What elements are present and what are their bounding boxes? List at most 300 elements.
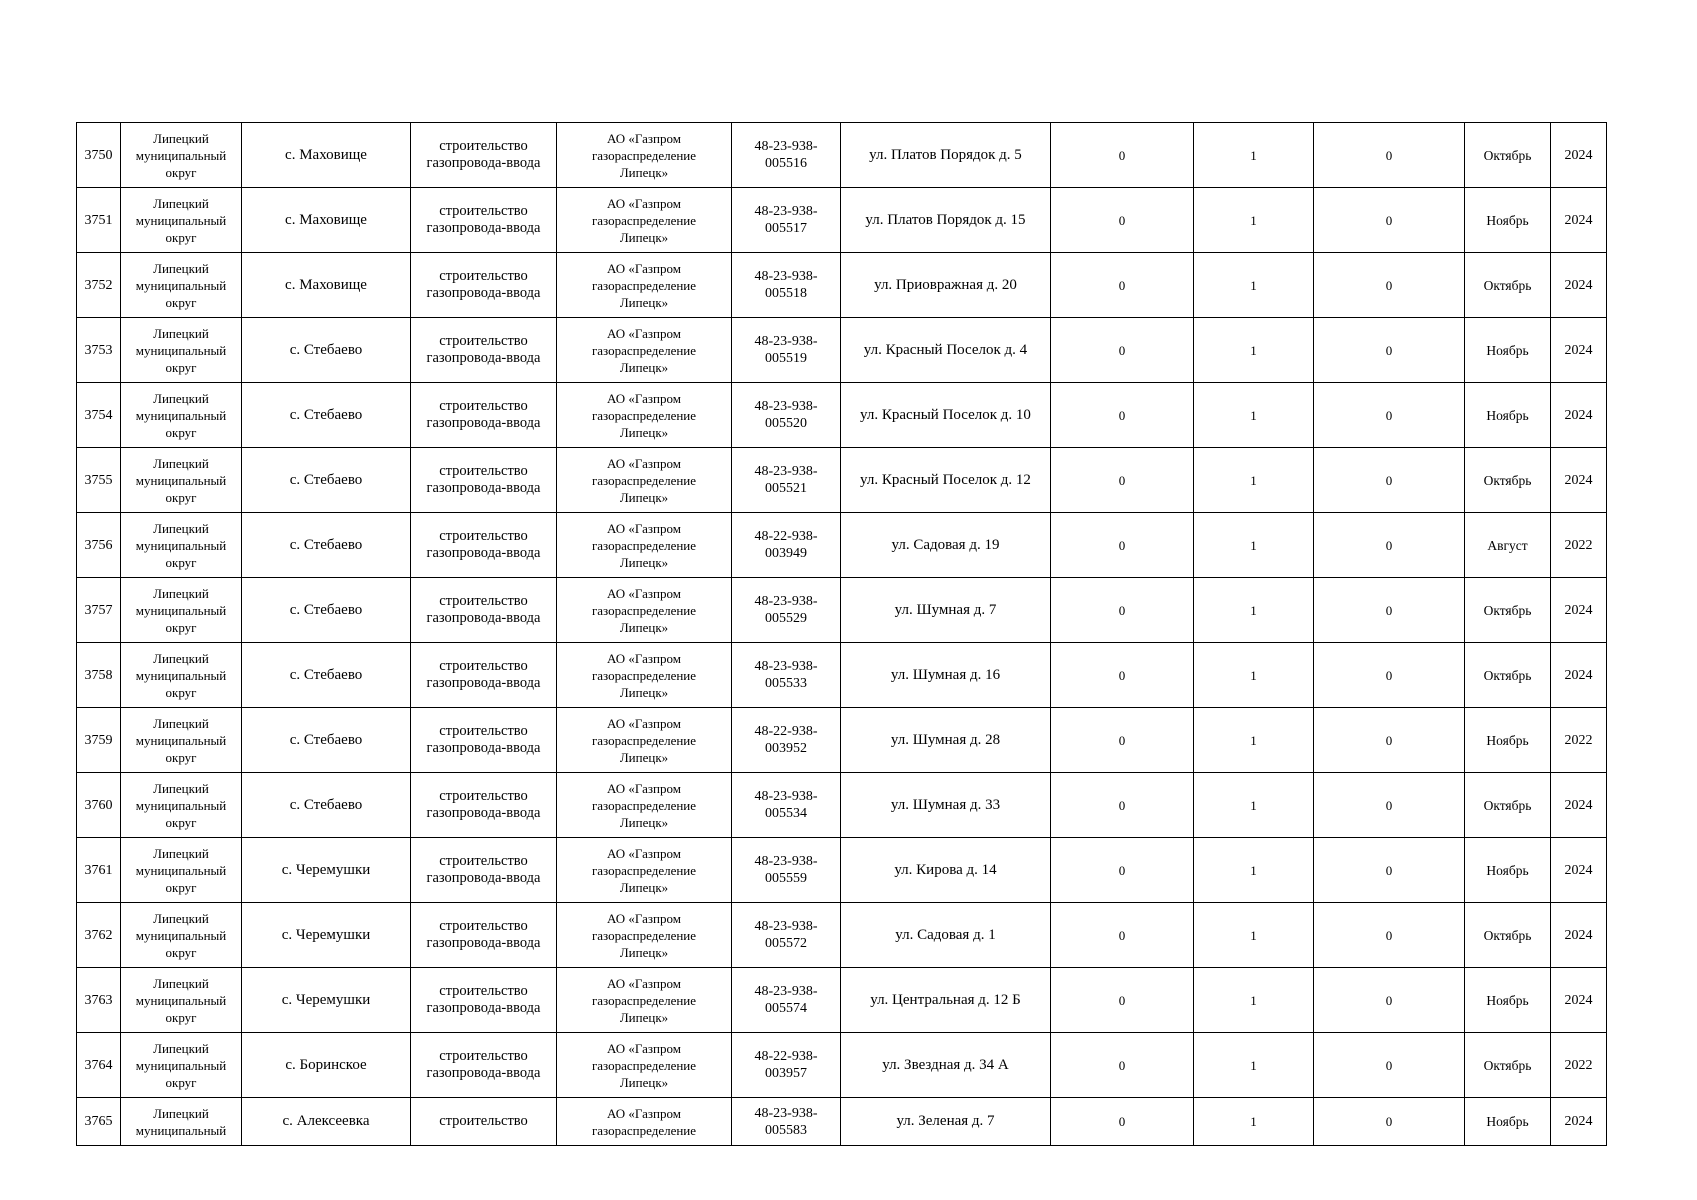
work-type-line-1: строительство <box>439 593 528 609</box>
count-2-cell <box>1194 383 1314 448</box>
month: Ноябрь <box>1486 862 1529 878</box>
application-code-line-2: 005529 <box>765 611 807 626</box>
count-1-cell <box>1051 773 1194 838</box>
municipality-line-3: округ <box>165 294 197 310</box>
row-number: 3763 <box>84 992 113 1008</box>
municipality-line-2: муниципальный <box>135 147 227 163</box>
organization-line-1: АО «Газпром <box>607 845 681 861</box>
village-name: с. Маховище <box>285 211 367 228</box>
organization-line-2: газораспределение <box>591 407 697 423</box>
municipality-line-1: Липецкий <box>153 1040 209 1056</box>
year-cell <box>1551 773 1607 838</box>
municipality-line-1: Липецкий <box>153 910 209 926</box>
year-cell <box>1551 578 1607 643</box>
year-cell <box>1551 253 1607 318</box>
year-cell <box>1551 968 1607 1033</box>
work-type-line-2: газопровода-ввода <box>426 675 541 691</box>
count-2: 1 <box>1250 212 1257 228</box>
month: Октябрь <box>1483 602 1532 618</box>
village-cell <box>242 123 411 188</box>
work-type-line-2: газопровода-ввода <box>426 870 541 886</box>
month-cell <box>1465 643 1551 708</box>
work-type-line-1: строительство <box>439 853 528 869</box>
year: 2024 <box>1564 667 1593 683</box>
organization-cell <box>557 1098 732 1146</box>
row-number: 3758 <box>84 667 113 683</box>
organization-line-1: АО «Газпром <box>607 910 681 926</box>
year-cell <box>1551 448 1607 513</box>
municipality-cell <box>121 318 242 383</box>
row-number-cell <box>77 578 121 643</box>
count-1: 0 <box>1118 212 1126 228</box>
municipality-line-2: муниципальный <box>135 1057 227 1073</box>
application-code-cell <box>732 968 841 1033</box>
count-2: 1 <box>1250 472 1257 488</box>
row-number: 3760 <box>84 797 113 813</box>
organization-line-1: АО «Газпром <box>607 520 681 536</box>
municipality-line-1: Липецкий <box>153 260 209 276</box>
municipality-line-3: округ <box>165 684 197 700</box>
organization-line-3: Липецк» <box>619 749 669 765</box>
row-number-cell <box>77 1033 121 1098</box>
year-cell <box>1551 318 1607 383</box>
count-3-cell <box>1314 383 1465 448</box>
work-type-line-2: газопровода-ввода <box>426 545 541 561</box>
work-type-line-2: газопровода-ввода <box>426 1000 541 1016</box>
organization-cell <box>557 643 732 708</box>
count-3: 0 <box>1385 1057 1393 1073</box>
work-type-line-1: строительство <box>439 723 528 739</box>
count-3-cell <box>1314 643 1465 708</box>
municipality-line-2: муниципальный <box>135 667 227 683</box>
work-type-cell <box>411 253 557 318</box>
village-name: с. Черемушки <box>281 926 371 943</box>
year-cell <box>1551 383 1607 448</box>
organization-line-3: Липецк» <box>619 424 669 440</box>
organization-line-1: АО «Газпром <box>607 195 681 211</box>
year: 2024 <box>1564 602 1593 618</box>
month-cell <box>1465 383 1551 448</box>
application-code-cell <box>732 448 841 513</box>
application-code-cell <box>732 513 841 578</box>
work-type-line-1: строительство <box>439 268 528 284</box>
address-cell <box>841 318 1051 383</box>
village-cell <box>242 773 411 838</box>
organization-cell <box>557 513 732 578</box>
work-type-cell <box>411 318 557 383</box>
municipality-line-1: Липецкий <box>153 650 209 666</box>
month: Ноябрь <box>1486 342 1529 358</box>
organization-line-2: газораспределение <box>591 862 697 878</box>
organization-line-2: газораспределение <box>591 147 697 163</box>
count-1: 0 <box>1118 732 1126 748</box>
application-code-cell <box>732 253 841 318</box>
municipality-cell <box>121 513 242 578</box>
municipality-line-3: округ <box>165 554 197 570</box>
count-1: 0 <box>1118 472 1126 488</box>
village-cell <box>242 513 411 578</box>
row-number: 3759 <box>84 732 113 748</box>
count-1: 0 <box>1118 277 1126 293</box>
count-3: 0 <box>1385 732 1393 748</box>
application-code-line-1: 48-23-938- <box>754 984 818 999</box>
count-2-cell <box>1194 708 1314 773</box>
count-1: 0 <box>1118 992 1126 1008</box>
organization-line-2: газораспределение <box>591 1122 697 1138</box>
work-type-line-2: газопровода-ввода <box>426 1065 541 1081</box>
organization-line-2: газораспределение <box>591 277 697 293</box>
address: ул. Шумная д. 16 <box>890 666 1001 683</box>
application-code-cell <box>732 838 841 903</box>
count-3-cell <box>1314 318 1465 383</box>
municipality-cell <box>121 383 242 448</box>
work-type-cell <box>411 448 557 513</box>
organization-line-3: Липецк» <box>619 814 669 830</box>
organization-cell <box>557 903 732 968</box>
municipality-line-1: Липецкий <box>153 780 209 796</box>
count-3: 0 <box>1385 277 1393 293</box>
work-type-line-2: газопровода-ввода <box>426 415 541 431</box>
village-name: с. Стебаево <box>289 536 363 553</box>
row-number-cell <box>77 123 121 188</box>
municipality-line-3: округ <box>165 229 197 245</box>
organization-cell <box>557 448 732 513</box>
row-number-cell <box>77 773 121 838</box>
organization-line-2: газораспределение <box>591 472 697 488</box>
table-row <box>77 448 1607 513</box>
count-3: 0 <box>1385 667 1393 683</box>
count-2: 1 <box>1250 992 1257 1008</box>
work-type-line-2: газопровода-ввода <box>426 805 541 821</box>
municipality-line-2: муниципальный <box>135 862 227 878</box>
count-3-cell <box>1314 188 1465 253</box>
month-cell <box>1465 1033 1551 1098</box>
address: ул. Центральная д. 12 Б <box>870 991 1021 1008</box>
count-1-cell <box>1051 1098 1194 1146</box>
work-type-cell <box>411 513 557 578</box>
municipality-cell <box>121 968 242 1033</box>
count-2: 1 <box>1250 537 1257 553</box>
month: Октябрь <box>1483 147 1532 163</box>
municipality-cell <box>121 578 242 643</box>
count-1-cell <box>1051 968 1194 1033</box>
municipality-line-3: округ <box>165 1009 197 1025</box>
municipality-cell <box>121 773 242 838</box>
municipality-line-3: округ <box>165 879 197 895</box>
count-1: 0 <box>1118 862 1126 878</box>
year: 2022 <box>1564 537 1593 553</box>
work-type-line-1: строительство <box>439 918 528 934</box>
address: ул. Красный Поселок д. 10 <box>860 406 1031 423</box>
municipality-cell <box>121 123 242 188</box>
count-2: 1 <box>1250 407 1257 423</box>
count-1-cell <box>1051 123 1194 188</box>
application-code-line-2: 003949 <box>765 546 807 561</box>
year-cell <box>1551 1033 1607 1098</box>
organization-cell <box>557 578 732 643</box>
application-code-line-1: 48-23-938- <box>754 139 818 154</box>
municipality-line-3: округ <box>165 1074 197 1090</box>
municipality-line-1: Липецкий <box>153 195 209 211</box>
year: 2024 <box>1564 927 1593 943</box>
municipality-line-2: муниципальный <box>135 797 227 813</box>
application-code-line-1: 48-23-938- <box>754 1105 818 1121</box>
address: ул. Кирова д. 14 <box>894 861 997 878</box>
municipality-line-1: Липецкий <box>153 455 209 471</box>
month-cell <box>1465 1098 1551 1146</box>
count-1-cell <box>1051 383 1194 448</box>
month: Октябрь <box>1483 927 1532 943</box>
work-type-line-1: строительство <box>439 398 528 414</box>
municipality-cell <box>121 1098 242 1146</box>
table-row <box>77 253 1607 318</box>
application-code-cell <box>732 383 841 448</box>
village-cell <box>242 838 411 903</box>
application-code-cell <box>732 318 841 383</box>
organization-line-3: Липецк» <box>619 1074 669 1090</box>
count-2: 1 <box>1250 797 1257 813</box>
count-3-cell <box>1314 448 1465 513</box>
table-row <box>77 773 1607 838</box>
table-row <box>77 188 1607 253</box>
count-2-cell <box>1194 578 1314 643</box>
table-row <box>77 968 1607 1033</box>
year-cell <box>1551 838 1607 903</box>
address-cell <box>841 578 1051 643</box>
address-cell <box>841 773 1051 838</box>
row-number-cell <box>77 383 121 448</box>
organization-line-1: АО «Газпром <box>607 390 681 406</box>
municipality-line-2: муниципальный <box>135 732 227 748</box>
count-2: 1 <box>1250 927 1257 943</box>
year: 2024 <box>1564 342 1593 358</box>
month-cell <box>1465 318 1551 383</box>
count-2: 1 <box>1250 277 1257 293</box>
address: ул. Шумная д. 33 <box>890 796 1001 813</box>
application-code-cell <box>732 903 841 968</box>
village-cell <box>242 708 411 773</box>
count-1-cell <box>1051 188 1194 253</box>
village-name: с. Черемушки <box>281 861 371 878</box>
application-code-cell <box>732 188 841 253</box>
organization-line-2: газораспределение <box>591 602 697 618</box>
row-number: 3754 <box>84 407 113 423</box>
row-number: 3753 <box>84 342 113 358</box>
municipality-line-2: муниципальный <box>135 602 227 618</box>
municipality-line-2: муниципальный <box>135 212 227 228</box>
work-type-line-1: строительство <box>439 333 528 349</box>
month: Октябрь <box>1483 277 1532 293</box>
address-cell <box>841 253 1051 318</box>
count-2: 1 <box>1250 1057 1257 1073</box>
application-code-line-1: 48-23-938- <box>754 399 818 414</box>
document-table-wrapper <box>76 122 1607 1146</box>
address-cell <box>841 513 1051 578</box>
count-3-cell <box>1314 903 1465 968</box>
row-number: 3757 <box>84 602 113 618</box>
count-3-cell <box>1314 578 1465 643</box>
village-name: с. Стебаево <box>289 471 363 488</box>
application-code-line-2: 003957 <box>765 1066 807 1081</box>
address: ул. Приовражная д. 20 <box>874 276 1017 293</box>
application-code-line-2: 005517 <box>765 221 807 236</box>
count-1-cell <box>1051 253 1194 318</box>
row-number-cell <box>77 513 121 578</box>
month: Октябрь <box>1483 667 1532 683</box>
year-cell <box>1551 643 1607 708</box>
table-body <box>77 123 1607 1146</box>
work-type-cell <box>411 578 557 643</box>
count-2-cell <box>1194 838 1314 903</box>
count-3-cell <box>1314 708 1465 773</box>
application-code-line-1: 48-23-938- <box>754 204 818 219</box>
row-number: 3764 <box>84 1057 113 1073</box>
count-1-cell <box>1051 578 1194 643</box>
village-name: с. Стебаево <box>289 601 363 618</box>
work-type-line-1: строительство <box>439 463 528 479</box>
municipality-cell <box>121 188 242 253</box>
organization-line-3: Липецк» <box>619 489 669 505</box>
address: ул. Красный Поселок д. 4 <box>863 341 1028 358</box>
village-cell <box>242 448 411 513</box>
count-2-cell <box>1194 1098 1314 1146</box>
year: 2024 <box>1564 1114 1593 1129</box>
address-cell <box>841 903 1051 968</box>
year: 2024 <box>1564 407 1593 423</box>
count-3: 0 <box>1385 992 1393 1008</box>
count-2: 1 <box>1250 147 1257 163</box>
year: 2024 <box>1564 277 1593 293</box>
table-row <box>77 318 1607 383</box>
village-name: с. Стебаево <box>289 666 363 683</box>
address: ул. Шумная д. 7 <box>894 601 997 618</box>
month-cell <box>1465 903 1551 968</box>
count-1: 0 <box>1118 667 1126 683</box>
work-type-line-2: газопровода-ввода <box>426 285 541 301</box>
count-2: 1 <box>1250 342 1257 358</box>
work-type-cell <box>411 968 557 1033</box>
organization-line-3: Липецк» <box>619 359 669 375</box>
application-code-cell <box>732 1098 841 1146</box>
organization-line-1: АО «Газпром <box>607 650 681 666</box>
work-type-line-1: строительство <box>439 1113 528 1129</box>
organization-line-3: Липецк» <box>619 294 669 310</box>
organization-cell <box>557 968 732 1033</box>
municipality-cell <box>121 1033 242 1098</box>
count-3: 0 <box>1385 147 1393 163</box>
count-1-cell <box>1051 643 1194 708</box>
organization-line-3: Липецк» <box>619 164 669 180</box>
municipality-line-1: Липецкий <box>153 390 209 406</box>
organization-line-2: газораспределение <box>591 732 697 748</box>
organization-line-1: АО «Газпром <box>607 1105 681 1121</box>
application-code-line-1: 48-23-938- <box>754 269 818 284</box>
municipality-line-3: округ <box>165 489 197 505</box>
count-1: 0 <box>1118 927 1126 943</box>
year: 2024 <box>1564 797 1593 813</box>
count-1-cell <box>1051 1033 1194 1098</box>
year-cell <box>1551 1098 1607 1146</box>
count-1: 0 <box>1118 602 1126 618</box>
table-row <box>77 708 1607 773</box>
organization-line-2: газораспределение <box>591 1057 697 1073</box>
work-type-line-1: строительство <box>439 788 528 804</box>
municipality-line-1: Липецкий <box>153 975 209 991</box>
municipality-cell <box>121 643 242 708</box>
row-number-cell <box>77 448 121 513</box>
municipality-line-2: муниципальный <box>135 1122 227 1138</box>
table-row <box>77 123 1607 188</box>
municipality-line-2: муниципальный <box>135 537 227 553</box>
work-type-line-1: строительство <box>439 203 528 219</box>
count-2-cell <box>1194 123 1314 188</box>
count-3: 0 <box>1385 927 1393 943</box>
municipality-line-1: Липецкий <box>153 520 209 536</box>
year: 2024 <box>1564 862 1593 878</box>
address: ул. Садовая д. 19 <box>891 536 1000 553</box>
municipality-line-2: муниципальный <box>135 472 227 488</box>
row-number: 3756 <box>84 537 113 553</box>
organization-line-2: газораспределение <box>591 212 697 228</box>
organization-line-3: Липецк» <box>619 229 669 245</box>
municipality-line-3: округ <box>165 424 197 440</box>
count-3-cell <box>1314 513 1465 578</box>
month-cell <box>1465 968 1551 1033</box>
application-code-line-2: 005519 <box>765 351 807 366</box>
row-number-cell <box>77 253 121 318</box>
village-cell <box>242 903 411 968</box>
count-3: 0 <box>1385 537 1393 553</box>
month-cell <box>1465 513 1551 578</box>
village-name: с. Маховище <box>285 276 367 293</box>
table-row <box>77 1098 1607 1146</box>
address-cell <box>841 1033 1051 1098</box>
village-cell <box>242 188 411 253</box>
municipality-line-3: округ <box>165 164 197 180</box>
count-2: 1 <box>1250 732 1257 748</box>
municipality-line-1: Липецкий <box>153 1105 209 1121</box>
municipality-line-3: округ <box>165 359 197 375</box>
application-code-line-2: 005572 <box>765 936 807 951</box>
village-name: с. Стебаево <box>289 796 363 813</box>
work-type-line-2: газопровода-ввода <box>426 740 541 756</box>
count-3: 0 <box>1385 407 1393 423</box>
month: Ноябрь <box>1486 1114 1529 1129</box>
application-code-line-1: 48-23-938- <box>754 594 818 609</box>
municipality-cell <box>121 903 242 968</box>
count-1: 0 <box>1118 1057 1126 1073</box>
organization-line-3: Липецк» <box>619 879 669 895</box>
municipality-line-1: Липецкий <box>153 715 209 731</box>
municipality-line-2: муниципальный <box>135 277 227 293</box>
row-number-cell <box>77 968 121 1033</box>
address-cell <box>841 838 1051 903</box>
count-3-cell <box>1314 1033 1465 1098</box>
count-3: 0 <box>1385 862 1393 878</box>
work-type-cell <box>411 123 557 188</box>
count-1: 0 <box>1118 407 1126 423</box>
application-code-line-1: 48-22-938- <box>754 529 818 544</box>
address-cell <box>841 188 1051 253</box>
count-2-cell <box>1194 903 1314 968</box>
year-cell <box>1551 708 1607 773</box>
month-cell <box>1465 773 1551 838</box>
municipality-cell <box>121 448 242 513</box>
table-row <box>77 838 1607 903</box>
village-cell <box>242 318 411 383</box>
count-3: 0 <box>1385 342 1393 358</box>
village-name: с. Стебаево <box>289 341 363 358</box>
